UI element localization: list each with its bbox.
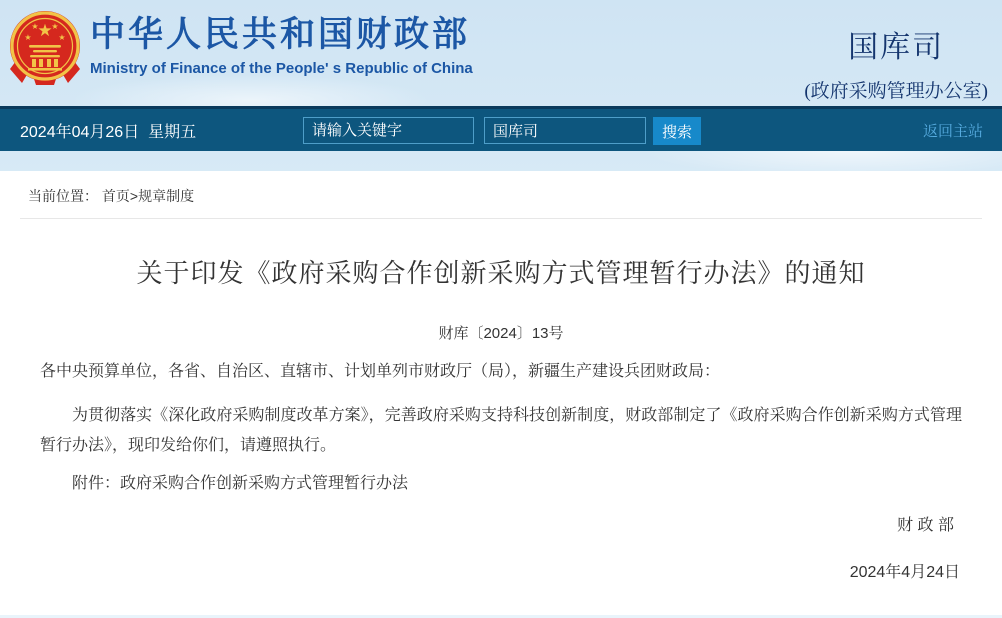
- issue-date: 2024年4月24日: [849, 564, 960, 581]
- department-subtitle: (政府采购管理办公室): [804, 81, 988, 102]
- department-name: 国库司: [848, 31, 945, 64]
- article-title: 关于印发《政府采购合作创新采购方式管理暂行办法》的通知: [136, 258, 866, 288]
- breadcrumb-section-link[interactable]: 规章制度: [138, 188, 195, 204]
- nav-bar: [0, 106, 1002, 151]
- main-content: [0, 171, 1002, 615]
- search-input[interactable]: [303, 117, 474, 144]
- body-paragraph: 为贯彻落实《深化政府采购制度改革方案》，完善政府采购支持科技创新制度，财政部制定了《政府采购合作创新采购方式管理暂行办法》，现印发给你们，请遵照执行。: [40, 407, 962, 454]
- attachment-line: [40, 472, 962, 496]
- salutation-line: 各中央预算单位，各省、自治区、直辖市、计划单列市财政厅（局），新疆生产建设兵团财政局：: [40, 363, 721, 380]
- breadcrumb-divider: [20, 218, 982, 219]
- site-brand: [90, 14, 473, 77]
- site-header: [0, 0, 1002, 106]
- svg-text:★: ★: [31, 22, 39, 31]
- sky-band: [0, 151, 1002, 171]
- issuer-signature: 财 政 部: [897, 517, 954, 534]
- document-number: 财库〔2024〕13号: [438, 325, 564, 342]
- svg-text:★: ★: [51, 22, 59, 31]
- department-block: [804, 22, 988, 103]
- search-scope-select[interactable]: 国库司: [484, 117, 646, 144]
- notice-article: [0, 253, 1002, 582]
- ministry-title-cn: 中华人民共和国财政部: [90, 15, 471, 54]
- breadcrumb-home-link[interactable]: 首页: [101, 188, 130, 204]
- attachment-link[interactable]: 政府采购合作创新采购方式管理暂行办法: [120, 475, 409, 492]
- svg-text:★: ★: [37, 21, 53, 40]
- breadcrumb: [0, 171, 1002, 218]
- search-button[interactable]: 搜索: [653, 117, 701, 145]
- national-emblem-icon: [8, 9, 82, 91]
- svg-text:★: ★: [58, 33, 66, 42]
- breadcrumb-label: 当前位置：: [28, 188, 98, 204]
- return-main-site-link[interactable]: 返回主站: [922, 122, 983, 140]
- attachment-label: 附件：: [72, 475, 121, 492]
- ministry-title-en: Ministry of Finance of the People' s Republic of China: [90, 60, 473, 77]
- svg-text:★: ★: [24, 33, 32, 42]
- current-date: 2024年04月26日 星期五: [20, 123, 197, 141]
- breadcrumb-separator: >: [129, 188, 139, 204]
